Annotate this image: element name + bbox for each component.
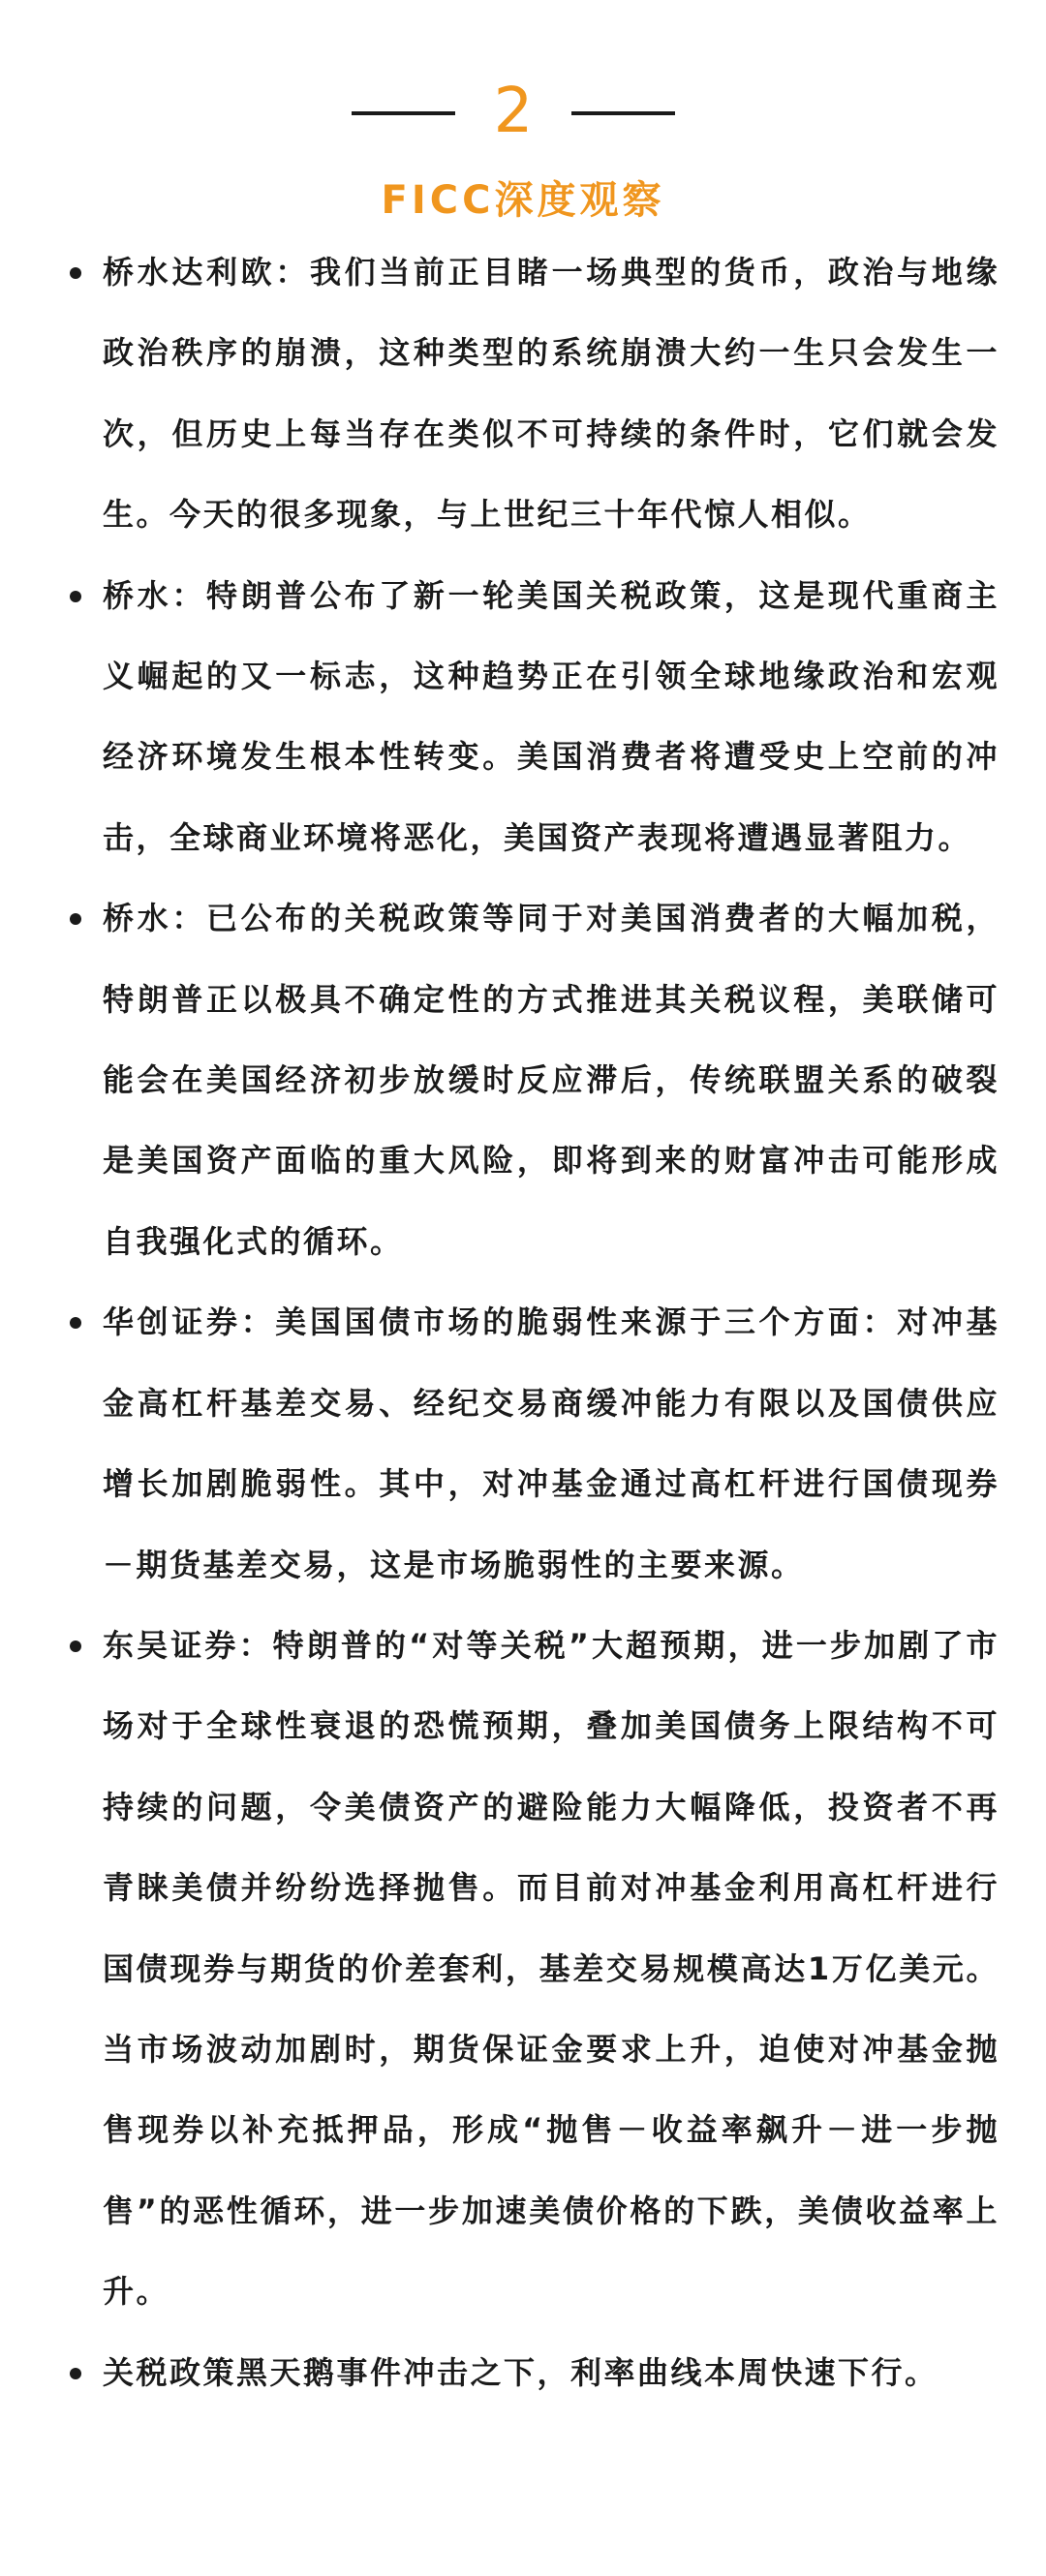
bullet-text: 华创证券：美国国债市场的脆弱性来源于三个方面：对冲基金高杠杆基差交易、经纪交易商缓冲能力有限以及国债供应增长加剧脆弱性。其中，对冲基金通过高杠杆进行国债现券－期货基差交易，这是市场脆弱性的主要来源。 — [103, 1303, 1000, 1583]
bullet-item-bridgewater-tariff — [0, 556, 1046, 879]
bullet-item-bridgewater-tax — [0, 878, 1046, 1282]
bullet-text: 东吴证券：特朗普的“对等关税”大超预期，进一步加剧了市场对于全球性衰退的恐慌预期，叠加美国债务上限结构不可持续的问题，令美债资产的避险能力大幅降低，投资者不再青睐美债并纷纷选择抛售。而目前对冲基金利用高杠杆进行国债现券与期货的价差套利，基差交易规模高达1万亿美元。当市场波动加剧时，期货保证金要求上升，迫使对冲基金抛售现券以补充抵押品，形成“抛售－收益率飙升－进一步抛售”的恶性循环，进一步加速美债价格的下跌，美债收益率上升。 — [103, 1626, 1000, 2311]
bullet-text: 桥水达利欧：我们当前正目睹一场典型的货币，政治与地缘政治秩序的崩溃，这种类型的系统崩溃大约一生只会发生一次，但历史上每当存在类似不可持续的条件时，它们就会发生。今天的很多现象，与上世纪三十年代惊人相似。 — [103, 254, 1000, 534]
section-header — [0, 68, 1046, 155]
bullet-dot-icon — [70, 1641, 81, 1652]
bullet-dot-icon — [70, 2368, 81, 2379]
bullet-dot-icon — [70, 913, 81, 925]
bullet-text: 关税政策黑天鹅事件冲击之下，利率曲线本周快速下行。 — [103, 2353, 938, 2391]
bullet-text: 桥水：已公布的关税政策等同于对美国消费者的大幅加税，特朗普正以极具不确定性的方式推进其关税议程，美联储可能会在美国经济初步放缓时反应滞后，传统联盟关系的破裂是美国资产面临的重大风险，即将到来的财富冲击可能形成自我强化式的循环。 — [103, 900, 1000, 1260]
bullet-item-dongwu — [0, 1606, 1046, 2333]
bullet-text: 桥水：特朗普公布了新一轮美国关税政策，这是现代重商主义崛起的又一标志，这种趋势正在引领全球地缘政治和宏观经济环境发生根本性转变。美国消费者将遭受史上空前的冲击，全球商业环境将恶化，美国资产表现将遭遇显著阻力。 — [103, 576, 1000, 856]
bullet-item-huachuang — [0, 1282, 1046, 1606]
bullet-dot-icon — [70, 1317, 81, 1329]
bullet-dot-icon — [70, 591, 81, 602]
bullet-dot-icon — [70, 267, 81, 279]
bullet-list — [0, 232, 1046, 2413]
header-divider-left — [352, 111, 455, 115]
section-title: FICC深度观察 — [381, 178, 665, 223]
bullet-item-bridgewater-dalio — [0, 232, 1046, 556]
section-number: 2 — [493, 76, 534, 147]
header-divider-right — [571, 111, 675, 115]
bullet-item-yield-curve — [0, 2333, 1046, 2413]
